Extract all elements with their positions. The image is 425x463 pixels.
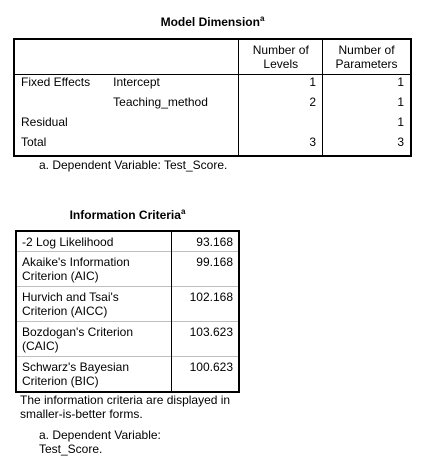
md-cell-levels: [239, 115, 323, 135]
table-row: [14, 135, 411, 156]
ic-cell-name: Hurvich and Tsai's Criterion (AICC): [16, 287, 172, 322]
model-dimension-title-sup: a: [259, 14, 265, 23]
table-row: [16, 357, 239, 393]
table-row: [14, 75, 411, 96]
ic-cell-value: 103.623: [172, 322, 239, 357]
ic-cell-value: 93.168: [172, 231, 239, 252]
md-header-parameters: Number of Parameters: [323, 39, 411, 75]
information-criteria-title-text: Information Criteria: [69, 208, 181, 222]
information-criteria-footnote: a. Dependent Variable: Test_Score.: [39, 428, 161, 456]
md-cell-parameters: 1: [323, 95, 411, 115]
ic-cell-name: Schwarz's Bayesian Criterion (BIC): [16, 357, 172, 393]
md-cell-term: [107, 135, 239, 156]
table-row: [16, 252, 239, 287]
model-dimension-table: [13, 38, 412, 157]
md-header-blank-1: [14, 39, 107, 75]
information-criteria-note: The information criteria are displayed in smaller-is-better forms.: [20, 393, 231, 421]
md-cell-group: Residual: [21, 115, 68, 129]
information-criteria-title-sup: a: [180, 207, 186, 216]
md-cell-term: Intercept: [107, 75, 239, 96]
information-criteria-table: [15, 230, 240, 393]
table-row: [14, 115, 411, 135]
table-row: [14, 95, 411, 115]
md-cell-parameters: 1: [323, 115, 411, 135]
md-cell-parameters: 3: [323, 135, 411, 156]
ic-cell-value: 100.623: [172, 357, 239, 393]
ic-cell-name: Akaike's Information Criterion (AIC): [16, 252, 172, 287]
table-row: [16, 231, 239, 252]
table-row: [16, 322, 239, 357]
md-cell-term: [107, 115, 239, 135]
model-dimension-title: [13, 14, 412, 29]
model-dimension-title-text: Model Dimension: [160, 15, 260, 29]
table-row: [16, 287, 239, 322]
md-header-levels: Number of Levels: [239, 39, 323, 75]
model-dimension-footnote: a. Dependent Variable: Test_Score.: [39, 158, 228, 172]
md-header-blank-2: [107, 39, 239, 75]
md-cell-group: Total: [21, 135, 47, 149]
md-cell-levels: 3: [239, 135, 323, 156]
md-cell-levels: 2: [239, 95, 323, 115]
ic-cell-name: Bozdogan's Criterion (CAIC): [16, 322, 172, 357]
ic-cell-value: 102.168: [172, 287, 239, 322]
ic-cell-value: 99.168: [172, 252, 239, 287]
md-cell-term: Teaching_method: [113, 95, 208, 109]
information-criteria-title: [15, 207, 240, 222]
ic-cell-name: -2 Log Likelihood: [22, 235, 114, 249]
md-cell-levels: 1: [239, 75, 323, 96]
md-cell-group: [14, 95, 107, 115]
md-header-row: [14, 39, 411, 75]
md-cell-parameters: 1: [323, 75, 411, 96]
md-cell-group: Fixed Effects: [14, 75, 107, 96]
